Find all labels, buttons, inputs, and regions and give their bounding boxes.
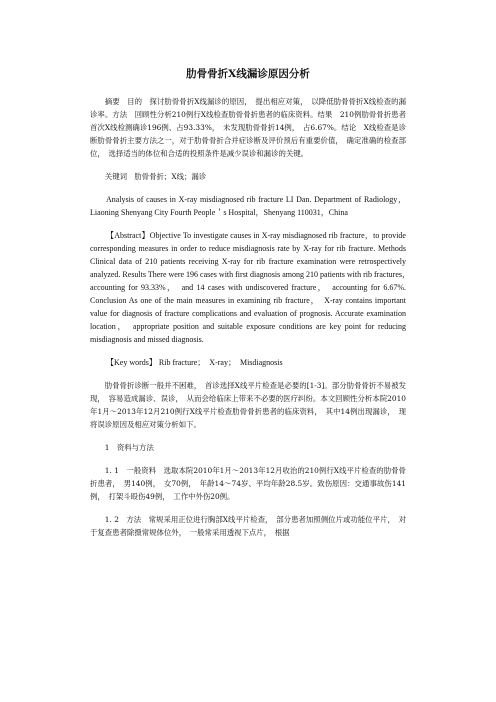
english-keywords: 【Key words】 Rib fracture； X-ray； Misdiagnosis — [106, 358, 283, 367]
english-abstract: 【Abstract】Objective To investigate causes in X-ray misdiagnosed rib fracture，to provide corresponding measures in order to reduce misdiagnosis rate by X-ray for rib fracture. Methods Clinical data of 210 patients receiving X-ray for rib fracture examination were retrospectively analyzed. Results There were 196 cases with first diagnosis among 210 patients with rib fractures， accounting for 93.33%， and 14 cases with undiscovered fracture， accounting for 6.67%. Conclusion As one of the main measures in examining rib fracture， X-ray contains important value for diagnosis of fracture complications and evaluation of prognosis. Accurate examination location， appropriate position and suitable exposure conditions are key point for reducing misdiagnosis and missed diagnosis. — [90, 231, 414, 344]
english-title-affiliation: Analysis of causes in X-ray misdiagnosed rib fracture LI Dan. Department of Radiology，Liaoning Shenyang City Fourth People＇s Hospital，Shenyang 110031，China — [90, 195, 406, 217]
article-title: 肋骨骨折X线漏诊原因分析 — [186, 68, 310, 80]
section-heading: 1 资料与方法 — [104, 443, 154, 452]
introduction-paragraph: 肋骨骨折诊断一般并不困难， 首诊选择X线平片检查是必要的[1-3]。部分肋骨骨折不易被发现， 容易造成漏诊、误诊， 从而会给临床上带来不必要的医疗纠纷。本文回顾性分析本院2010年1月～2013年12月210例行X线平片检查肋骨骨折患者的临床资料， 其中14例出现漏诊， 现将误诊原因及相应对策分析如下。 — [90, 381, 406, 429]
document-page — [90, 66, 414, 539]
chinese-keywords: 关键词 肋骨骨折；X线；漏诊 — [104, 172, 207, 181]
section-methods: 1. 2 方法 常规采用正位进行胸部X线平片检查， 部分患者加照侧位片或功能位平片， 对于复查患者除摄常规体位外， 一般常采用透视下点片， 根据 — [90, 515, 406, 537]
section-general-data: 1. 1 一般资料 选取本院2010年1月～2013年12月收治的210例行X线平片检查的肋骨骨折患者， 男140例， 女70例， 年龄14～74岁、平均年龄28.5岁。致伤原因：交通事故伤141例， 打架斗殴伤49例， 工作中外伤20例。 — [90, 466, 406, 501]
chinese-abstract: 摘要 目的 探讨肋骨骨折X线漏诊的原因， 提出相应对策， 以降低肋骨骨折X线检查的漏诊率。方法 回顾性分析210例行X线检查肋骨骨折患者的临床资料。结果 210例肋骨骨折患者首次X线检测确诊196例、占93.33%， 未发现肋骨骨折14例， 占6.67%。结论 X线检查是诊断肋骨骨折主要方法之一，对于肋骨骨折合并症诊断及评价预后有重要价值， 确定准确的检查部位， 选择适当的体位和合适的投照条件是减少误诊和漏诊的关键。 — [90, 97, 406, 158]
